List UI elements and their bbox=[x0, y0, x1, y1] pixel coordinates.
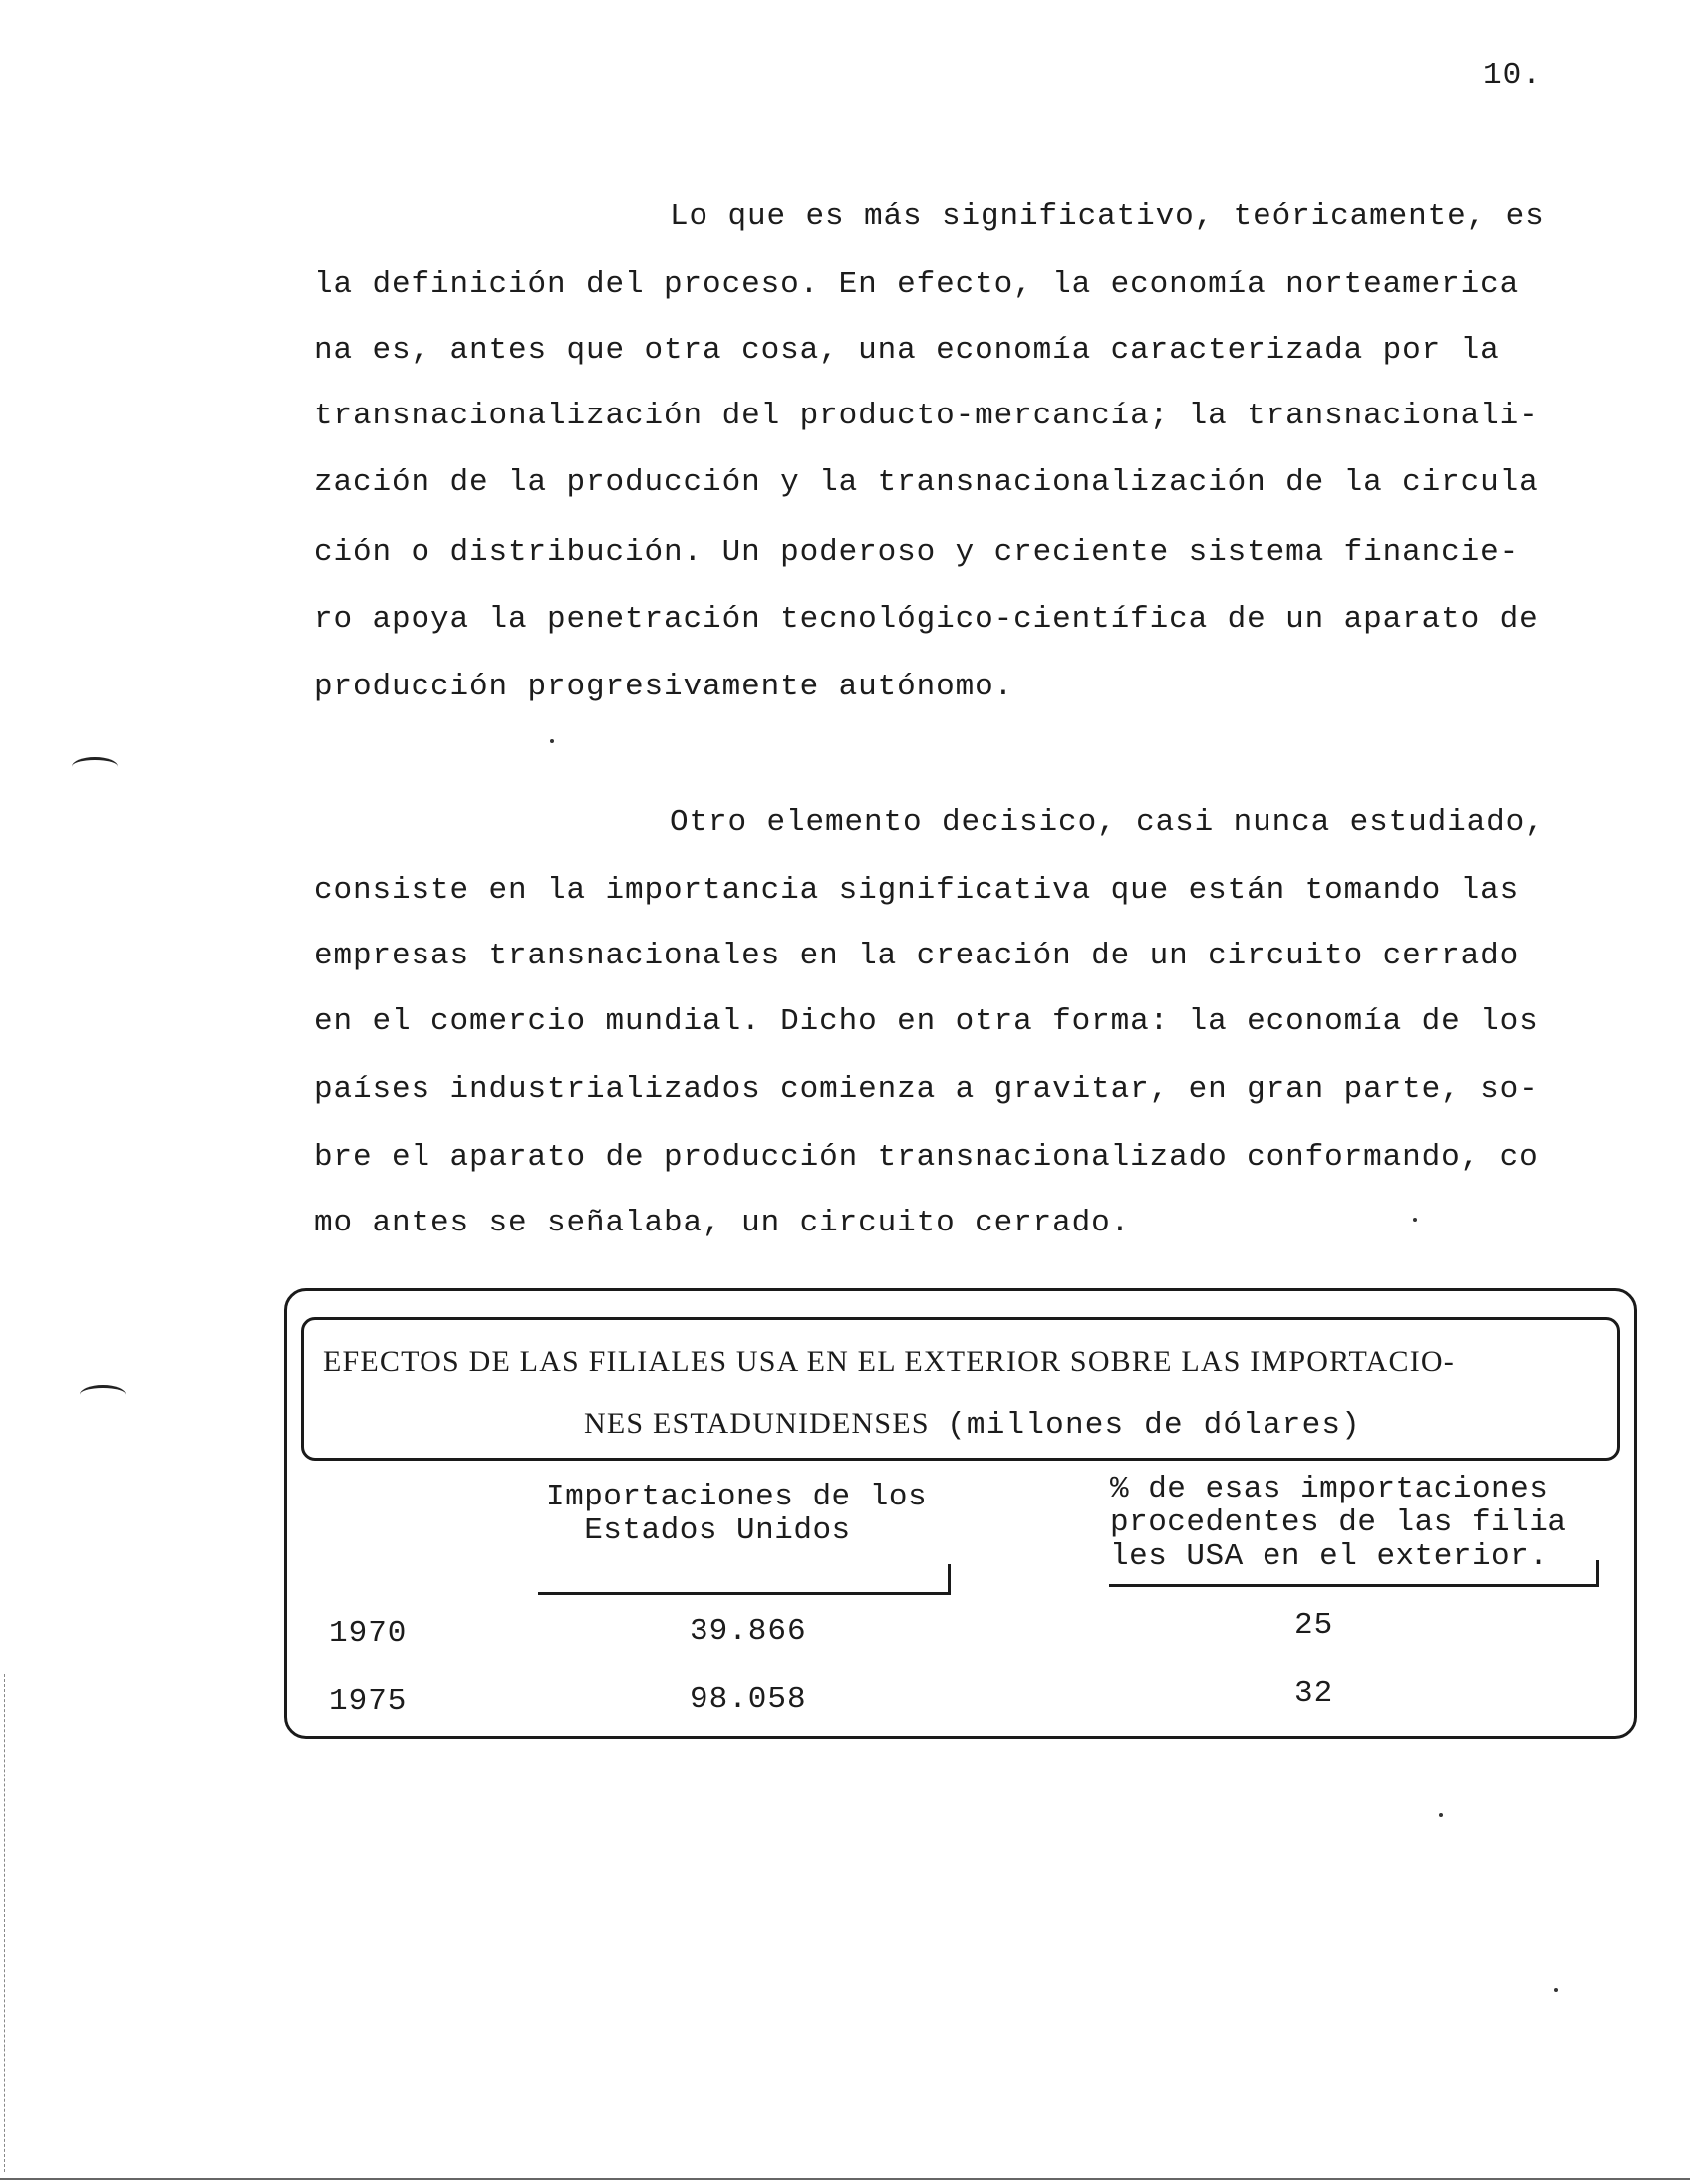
row-imports: 39.866 bbox=[690, 1614, 807, 1649]
paragraph-1-line: na es, antes que otra cosa, una economía caracterizada por la bbox=[314, 333, 1500, 368]
row-year: 1975 bbox=[329, 1684, 408, 1719]
margin-mark bbox=[72, 757, 118, 776]
scan-edge-left bbox=[4, 1674, 6, 2172]
speck bbox=[1413, 1218, 1417, 1222]
column-header-percent-rule-tick bbox=[1596, 1560, 1599, 1587]
speck bbox=[550, 739, 554, 743]
margin-mark bbox=[80, 1385, 126, 1404]
paragraph-1-line: ro apoya la penetración tecnológico-científica de un aparato de bbox=[314, 602, 1539, 637]
row-imports: 98.058 bbox=[690, 1682, 807, 1717]
speck bbox=[1439, 1813, 1443, 1817]
table-title-line-2 bbox=[584, 1407, 1361, 1443]
paragraph-2-line: Otro elemento decisico, casi nunca estudiado, bbox=[670, 805, 1545, 840]
paragraph-2-line: en el comercio mundial. Dicho en otra forma: la economía de los bbox=[314, 1004, 1539, 1039]
paragraph-2-line: empresas transnacionales en la creación de un circuito cerrado bbox=[314, 939, 1520, 973]
paragraph-2-line: bre el aparato de producción transnacionalizado conformando, co bbox=[314, 1140, 1539, 1175]
table-title-units: (millones de dólares) bbox=[947, 1408, 1361, 1443]
paragraph-2-line: mo antes se señalaba, un circuito cerrado. bbox=[314, 1206, 1131, 1240]
table-title-line-1: EFECTOS DE LAS FILIALES USA EN EL EXTERIOR SOBRE LAS IMPORTACIO- bbox=[323, 1345, 1455, 1378]
paragraph-1-line: la definición del proceso. En efecto, la economía norteamerica bbox=[314, 267, 1520, 302]
page-number: 10. bbox=[1483, 58, 1542, 93]
column-header-percent-rule bbox=[1109, 1584, 1599, 1587]
paragraph-1-line: ción o distribución. Un poderoso y creciente sistema financie- bbox=[314, 535, 1520, 570]
paragraph-2-line: consiste en la importancia significativa que están tomando las bbox=[314, 873, 1520, 908]
row-percent: 32 bbox=[1294, 1676, 1334, 1711]
paragraph-1-line: producción progresivamente autónomo. bbox=[314, 670, 1014, 704]
paragraph-1-line: Lo que es más significativo, teóricamente, es bbox=[670, 199, 1545, 234]
column-header-imports-rule bbox=[538, 1592, 951, 1595]
table-title-caps: NES ESTADUNIDENSES bbox=[584, 1407, 930, 1440]
speck bbox=[1554, 1988, 1558, 1992]
row-percent: 25 bbox=[1294, 1608, 1334, 1643]
column-header-percent: % de esas importaciones procedentes de las filia les USA en el exterior. bbox=[1110, 1472, 1567, 1574]
paragraph-1-line: transnacionalización del producto-mercancía; la transnacionali- bbox=[314, 399, 1539, 433]
scan-edge-bottom bbox=[0, 2178, 1690, 2180]
column-header-imports-rule-tick bbox=[948, 1564, 951, 1595]
column-header-imports: Importaciones de los Estados Unidos bbox=[546, 1480, 928, 1548]
row-year: 1970 bbox=[329, 1616, 408, 1651]
paragraph-2-line: países industrializados comienza a gravitar, en gran parte, so- bbox=[314, 1072, 1539, 1107]
paragraph-1-line: zación de la producción y la transnacionalización de la circula bbox=[314, 465, 1539, 500]
